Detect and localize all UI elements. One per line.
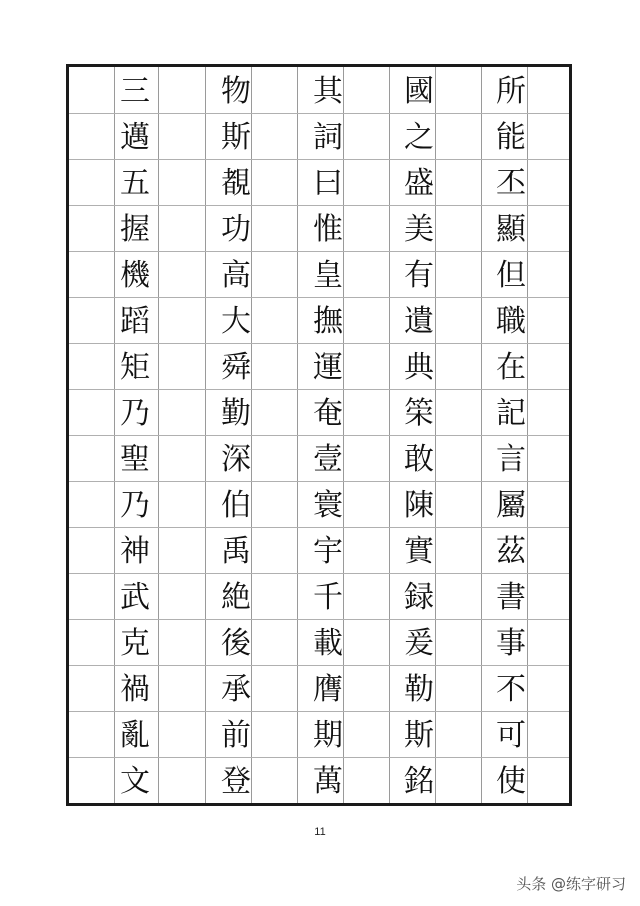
character-cell: 皇 bbox=[313, 258, 343, 293]
character-cell: 曰 bbox=[313, 166, 343, 201]
character-cell: 矩 bbox=[120, 350, 150, 385]
character-cell: 勒 bbox=[404, 672, 434, 707]
character-cell: 丕 bbox=[496, 166, 526, 201]
character-cell: 撫 bbox=[313, 304, 343, 339]
character-cell: 不 bbox=[496, 672, 526, 707]
character-cell: 典 bbox=[404, 350, 434, 385]
text-column-5 bbox=[112, 69, 158, 803]
character-cell: 顯 bbox=[496, 212, 526, 247]
character-cell: 茲 bbox=[496, 534, 526, 569]
character-cell: 前 bbox=[221, 718, 251, 753]
text-column-4 bbox=[213, 69, 259, 803]
character-cell: 文 bbox=[120, 764, 150, 799]
character-cell: 神 bbox=[120, 534, 150, 569]
character-cell: 勤 bbox=[221, 396, 251, 431]
character-cell: 機 bbox=[120, 258, 150, 293]
character-cell: 有 bbox=[404, 258, 434, 293]
page-number: 11 bbox=[314, 826, 326, 838]
character-cell: 實 bbox=[404, 534, 434, 569]
character-cell: 國 bbox=[404, 74, 434, 109]
text-column-3 bbox=[305, 69, 351, 803]
character-cell: 高 bbox=[221, 258, 251, 293]
watermark: 头条 @练字研习 bbox=[516, 875, 626, 893]
calligraphy-practice-sheet bbox=[66, 64, 572, 806]
character-cell: 深 bbox=[221, 442, 251, 477]
character-cell: 蹈 bbox=[120, 304, 150, 339]
text-column-1 bbox=[488, 69, 534, 803]
character-cell: 三 bbox=[120, 74, 150, 109]
text-column-2 bbox=[396, 69, 442, 803]
character-cell: 握 bbox=[120, 212, 150, 247]
character-cell: 記 bbox=[496, 396, 526, 431]
character-cell: 銘 bbox=[404, 764, 434, 799]
character-cell: 爰 bbox=[404, 626, 434, 661]
character-cell: 伯 bbox=[221, 488, 251, 523]
character-cell: 載 bbox=[313, 626, 343, 661]
character-cell: 事 bbox=[496, 626, 526, 661]
character-cell: 聖 bbox=[120, 442, 150, 477]
character-cell: 詞 bbox=[313, 120, 343, 155]
character-cell: 職 bbox=[496, 304, 526, 339]
character-cell: 屬 bbox=[496, 488, 526, 523]
character-cell: 盛 bbox=[404, 166, 434, 201]
character-cell: 之 bbox=[404, 120, 434, 155]
character-cell: 其 bbox=[313, 74, 343, 109]
character-cell: 承 bbox=[221, 672, 251, 707]
character-cell: 遺 bbox=[404, 304, 434, 339]
character-cell: 武 bbox=[120, 580, 150, 615]
character-cell: 功 bbox=[221, 212, 251, 247]
character-cell: 千 bbox=[313, 580, 343, 615]
character-cell: 斯 bbox=[404, 718, 434, 753]
character-cell: 運 bbox=[313, 350, 343, 385]
character-cell: 登 bbox=[221, 764, 251, 799]
character-cell: 在 bbox=[496, 350, 526, 385]
character-cell: 壹 bbox=[313, 442, 343, 477]
character-cell: 大 bbox=[221, 304, 251, 339]
character-cell: 陳 bbox=[404, 488, 434, 523]
character-cell: 筞 bbox=[404, 396, 434, 431]
character-cell: 五 bbox=[120, 166, 150, 201]
character-cell: 使 bbox=[496, 764, 526, 799]
character-cell: 後 bbox=[221, 626, 251, 661]
character-cell: 亂 bbox=[120, 718, 150, 753]
character-cell: 宇 bbox=[313, 534, 343, 569]
character-cell: 録 bbox=[404, 580, 434, 615]
character-cell: 奄 bbox=[313, 396, 343, 431]
character-cell: 乃 bbox=[120, 396, 150, 431]
character-cell: 絶 bbox=[221, 580, 251, 615]
character-cell: 覩 bbox=[221, 166, 251, 201]
character-cell: 克 bbox=[120, 626, 150, 661]
character-cell: 禍 bbox=[120, 672, 150, 707]
character-cell: 惟 bbox=[313, 212, 343, 247]
character-cell: 可 bbox=[496, 718, 526, 753]
character-cell: 美 bbox=[404, 212, 434, 247]
character-cell: 禹 bbox=[221, 534, 251, 569]
character-cell: 能 bbox=[496, 120, 526, 155]
character-cell: 書 bbox=[496, 580, 526, 615]
character-cell: 敢 bbox=[404, 442, 434, 477]
character-cell: 寰 bbox=[313, 488, 343, 523]
character-cell: 物 bbox=[221, 74, 251, 109]
character-cell: 舜 bbox=[221, 350, 251, 385]
character-cell: 膺 bbox=[313, 672, 343, 707]
character-cell: 乃 bbox=[120, 488, 150, 523]
character-cell: 斯 bbox=[221, 120, 251, 155]
character-cell: 期 bbox=[313, 718, 343, 753]
character-cell: 萬 bbox=[313, 764, 343, 799]
character-cell: 但 bbox=[496, 258, 526, 293]
character-cell: 言 bbox=[496, 442, 526, 477]
character-cell: 所 bbox=[496, 74, 526, 109]
character-cell: 邁 bbox=[120, 120, 150, 155]
